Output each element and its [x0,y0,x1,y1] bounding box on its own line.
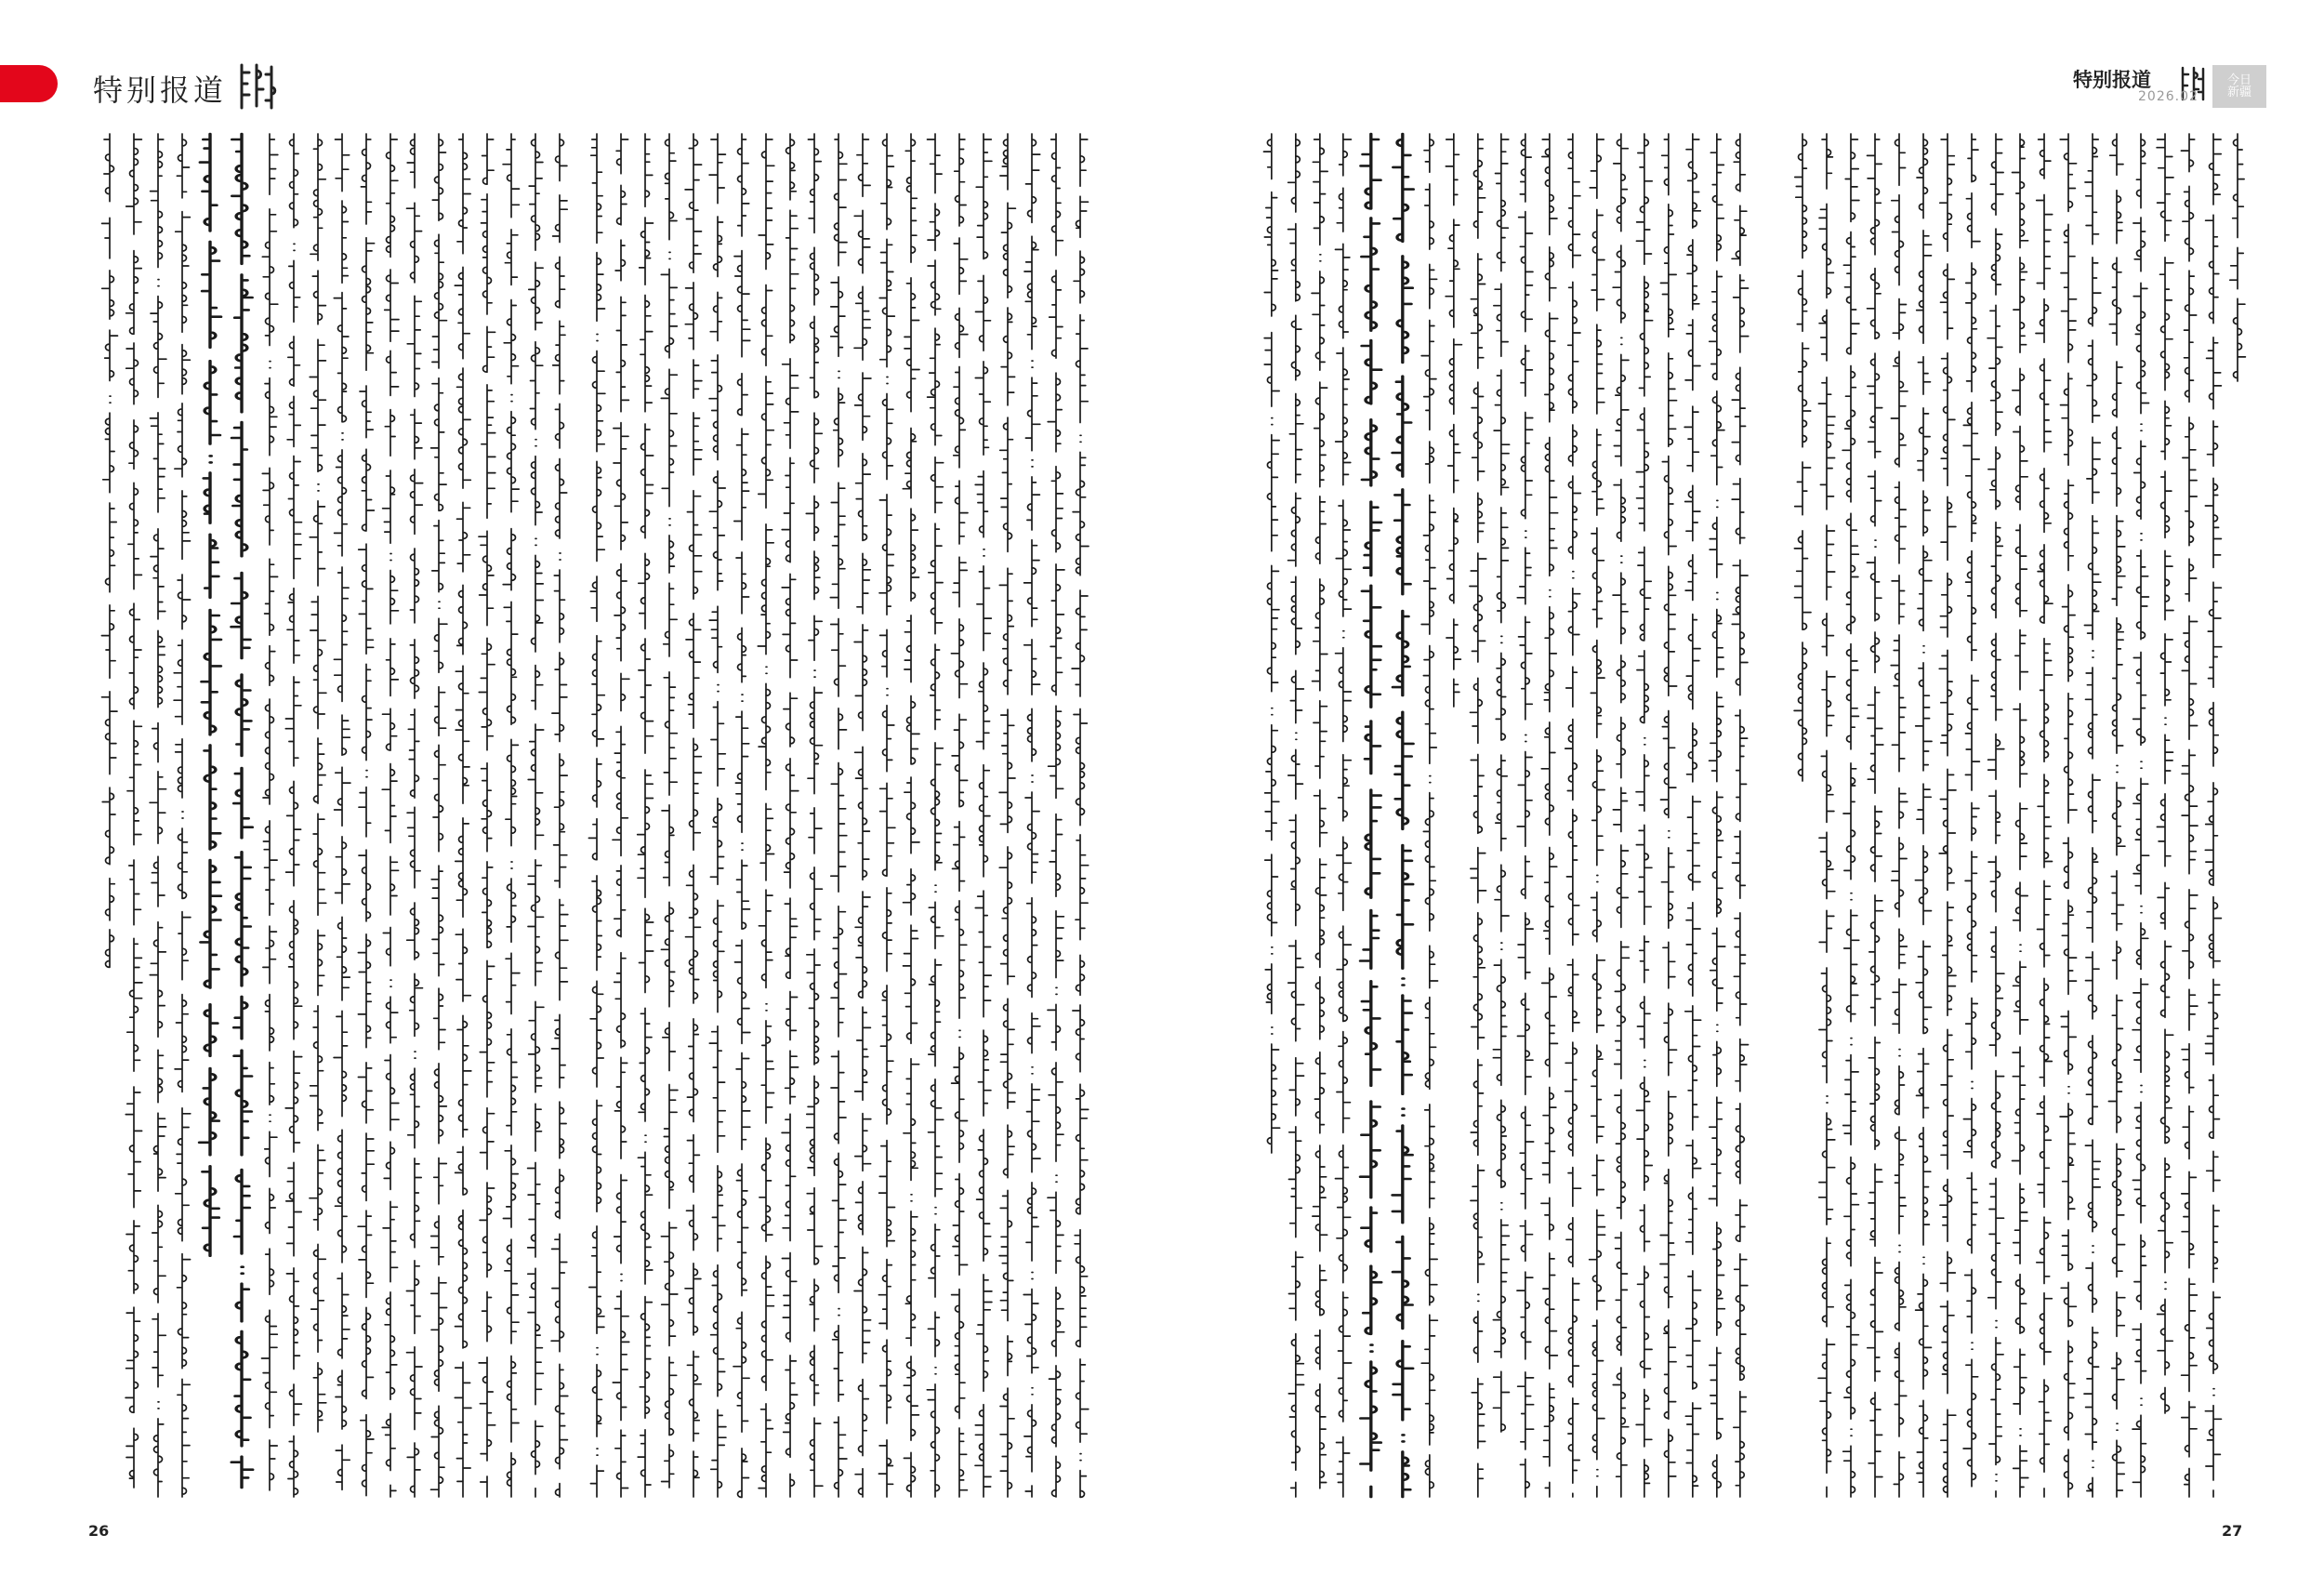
text-line [98,130,122,1506]
text-line [2080,130,2105,1506]
script-strokes [806,134,823,1497]
script-strokes [830,134,847,1497]
text-line [1984,130,2008,1506]
text-line [657,130,681,1506]
script-strokes [927,134,944,1497]
text-line [1513,130,1538,1506]
text-line [923,130,947,1506]
script-strokes [334,134,350,1489]
script-strokes [285,134,302,1497]
script-strokes [1818,134,1835,1497]
script-strokes [262,134,278,1490]
text-line [609,130,633,1506]
script-strokes [1709,134,1724,1497]
text-line [1935,130,1960,1506]
script-strokes [999,134,1015,1497]
script-strokes [101,134,117,967]
script-strokes [1915,134,1932,1497]
text-line [2032,130,2056,1506]
text-line [706,130,730,1506]
text-line [2105,130,2129,1506]
text-line [1561,130,1585,1506]
right-header-title: 特别报道 [2073,69,2151,91]
left-header-mongolian-logo [232,61,281,112]
script-strokes [150,134,166,1497]
text-line [996,130,1020,1506]
script-strokes [382,134,399,1497]
red-section-tab [0,65,58,102]
script-strokes [2013,134,2028,1497]
script-strokes [1336,134,1352,1497]
script-strokes [975,134,992,1497]
text-line [122,130,146,1506]
text-line [2056,130,2080,1506]
text-line [146,130,170,1506]
text-line [1960,130,1984,1506]
script-strokes [1794,134,1811,781]
text-line [548,130,572,1506]
text-line [1538,130,1562,1506]
text-line [1068,130,1092,1506]
text-line [899,130,923,1506]
text-line [1815,130,1839,1506]
text-line [633,130,657,1506]
text-line [427,130,451,1506]
script-strokes [479,134,495,1497]
text-line [2177,130,2201,1506]
script-strokes [2060,134,2077,1497]
script-strokes [1470,134,1486,1497]
text-line [947,130,971,1506]
script-strokes [1048,134,1064,1497]
script-strokes [358,134,375,1496]
script-strokes [2181,134,2198,1497]
script-strokes [1287,134,1303,1497]
right-page-left-column [1260,130,1752,1506]
script-strokes [1565,134,1581,1497]
script-strokes [1421,134,1437,1497]
script-strokes [1867,134,1882,1497]
text-line [2129,130,2153,1506]
text-line [306,130,330,1506]
script-strokes [1360,134,1380,1497]
script-strokes [613,134,629,1497]
script-strokes [588,134,605,1497]
script-strokes [1732,134,1749,1497]
text-line [403,130,427,1506]
script-strokes [951,134,968,1497]
script-strokes [1987,134,2004,1497]
magazine-logo: 今日 新疆 [2212,65,2266,108]
script-strokes [2036,134,2053,1497]
script-strokes [2205,134,2222,1497]
text-line [1657,130,1681,1506]
script-strokes [903,134,919,1497]
section-heading-line [194,130,226,1506]
text-line [1681,130,1705,1506]
left-page-left-column [98,130,572,1506]
script-strokes [310,134,326,1432]
left-header-title: 特别报道 [93,73,228,108]
right-header [2073,65,2266,108]
text-line [1284,130,1308,1506]
script-strokes [431,134,447,1497]
script-strokes [174,134,191,1497]
script-strokes [2084,134,2101,1497]
text-line [1911,130,1935,1506]
script-strokes [1613,134,1629,1497]
text-line [2008,130,2032,1506]
section-heading-line [226,130,257,1506]
text-line [451,130,475,1506]
text-line [170,130,194,1506]
text-line [2201,130,2225,1506]
script-strokes [406,134,422,1497]
section-heading-line [1387,130,1419,1506]
text-line [585,130,609,1506]
text-line [354,130,378,1506]
text-line [1585,130,1609,1506]
script-strokes [758,134,774,1497]
issue-date: 2026.02 [2138,89,2199,104]
text-line [1489,130,1513,1506]
text-line [875,130,899,1506]
text-line [1790,130,1815,1506]
text-line [754,130,778,1506]
script-strokes [125,134,142,1488]
script-strokes [685,134,702,1497]
script-strokes [1392,134,1412,1497]
script-strokes [661,134,678,1488]
text-line [523,130,548,1506]
text-line [1418,130,1442,1506]
script-strokes [854,134,871,1497]
script-strokes [2108,134,2125,1497]
text-line [971,130,996,1506]
left-page-right-column [572,130,1092,1506]
script-strokes [1939,134,1956,1497]
script-strokes [1023,134,1040,1497]
right-page-right-column [1785,130,2250,1506]
text-line [1863,130,1887,1506]
script-strokes [231,134,253,1488]
script-strokes [551,134,568,1497]
text-line [1308,130,1332,1506]
text-line [730,130,754,1506]
script-strokes [2230,134,2246,381]
script-strokes [503,134,520,1497]
script-strokes [782,134,799,1497]
text-line [1705,130,1729,1506]
text-line [257,130,282,1506]
text-line [681,130,706,1506]
text-line [851,130,875,1506]
text-line [802,130,826,1506]
script-strokes [1590,134,1605,1497]
text-line [1331,130,1355,1506]
text-line [499,130,523,1506]
script-strokes [878,134,895,1497]
section-heading-line [1355,130,1387,1506]
script-strokes [1312,134,1327,1489]
text-line [475,130,499,1506]
script-strokes [2157,134,2173,1413]
script-strokes [2133,134,2149,1497]
text-line [1466,130,1490,1506]
text-line [2153,130,2177,1506]
script-strokes [1842,134,1859,1497]
text-line [1044,130,1068,1506]
script-strokes [638,134,654,1497]
script-strokes [528,134,544,1497]
text-line [1260,130,1284,1506]
text-line [282,130,306,1506]
script-strokes [1637,134,1654,1497]
script-strokes [733,134,750,1498]
text-line [1020,130,1044,1506]
text-line [1442,130,1466,1506]
text-line [1632,130,1657,1506]
script-strokes [1446,134,1461,707]
text-line [330,130,354,1506]
script-strokes [1891,134,1908,1497]
script-strokes [1072,134,1089,1497]
script-strokes [1660,134,1677,1497]
script-strokes [1541,134,1558,1497]
text-line [826,130,851,1506]
script-strokes [1963,134,1980,1487]
script-strokes [1517,134,1534,1497]
script-strokes [1684,134,1700,1497]
page-number-left: 26 [88,1522,110,1540]
text-line [778,130,802,1506]
text-line [1609,130,1633,1506]
text-line [1839,130,1863,1506]
text-line [1887,130,1911,1506]
text-line [378,130,403,1506]
script-strokes [455,134,471,1497]
page-number-right: 27 [2222,1522,2243,1540]
script-strokes [1494,134,1510,1432]
script-strokes [709,134,726,1497]
text-line [2225,130,2250,1506]
script-strokes [1264,134,1280,1153]
script-strokes [199,134,220,1256]
text-line [1728,130,1752,1506]
